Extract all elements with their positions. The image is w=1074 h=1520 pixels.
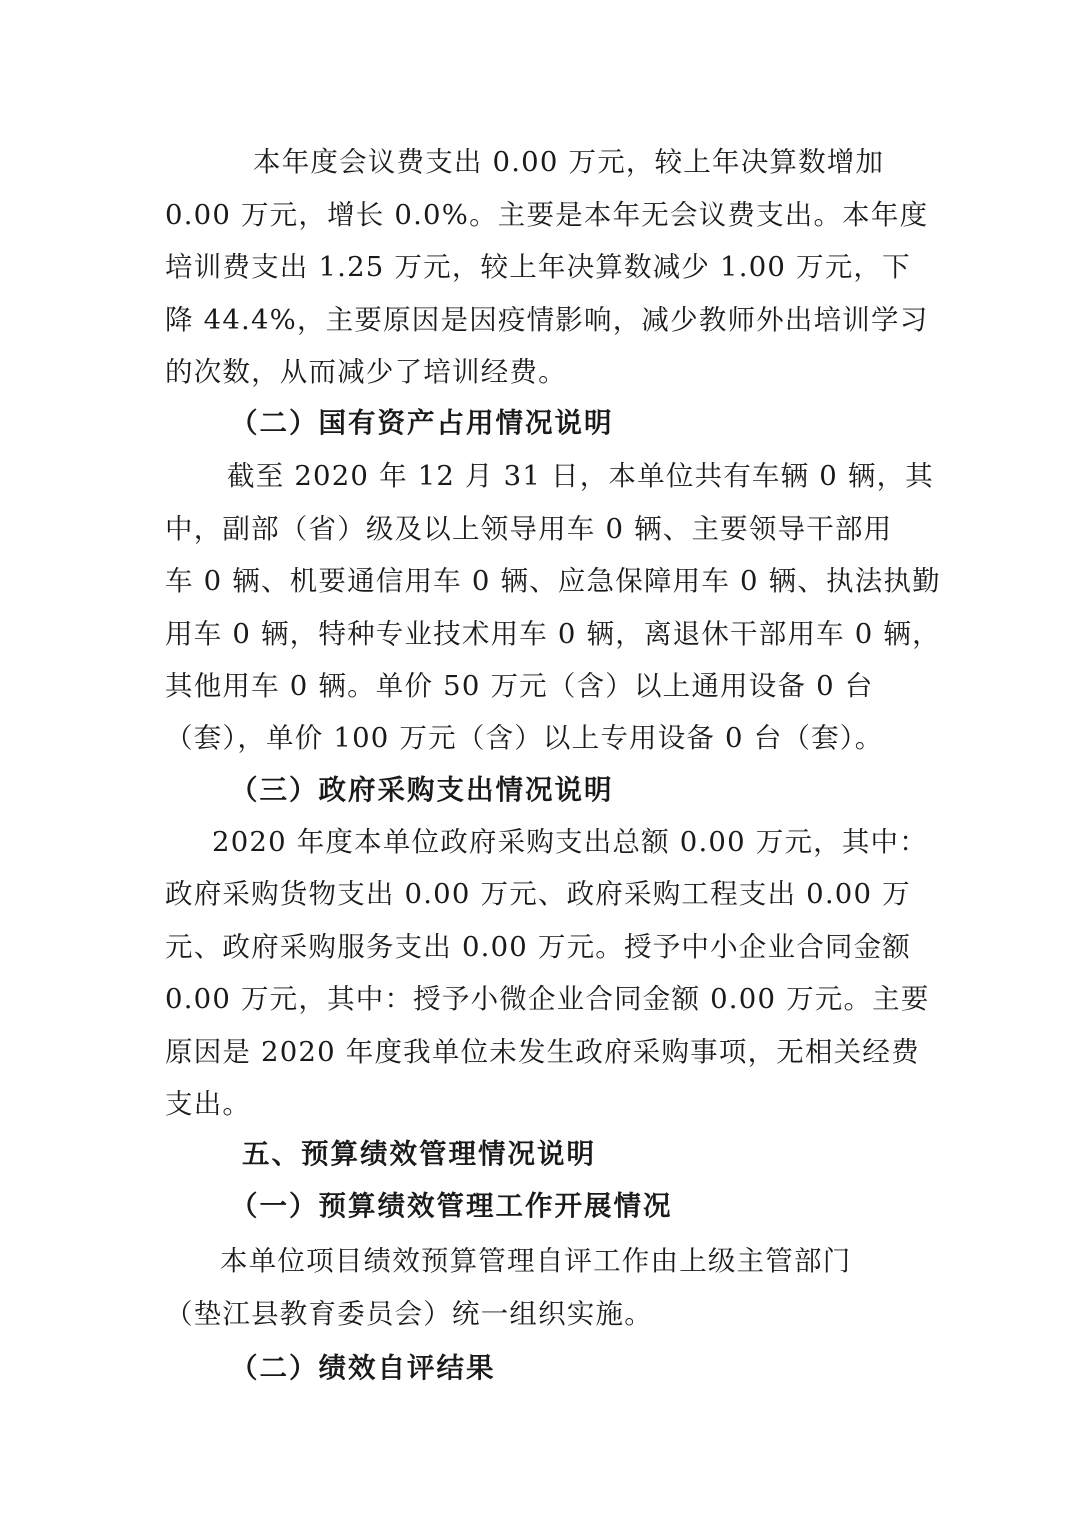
paragraph-training-line-3: 的次数，从而减少了培训经费。	[165, 356, 567, 388]
heading-state-assets: （二）国有资产占用情况说明	[230, 407, 614, 439]
paragraph-meeting-line-1: 本年度会议费支出 0.00 万元，较上年决算数增加	[253, 146, 885, 178]
paragraph-vehicles-line-5: 其他用车 0 辆。单价 50 万元（含）以上通用设备 0 台	[165, 670, 874, 702]
paragraph-procurement-line-6: 支出。	[165, 1088, 252, 1120]
paragraph-vehicles-line-2: 中，副部（省）级及以上领导用车 0 辆、主要领导干部用	[165, 513, 893, 545]
paragraph-training-line-1: 培训费支出 1.25 万元，较上年决算数减少 1.00 万元，下	[165, 251, 911, 283]
heading-self-evaluation: （二）绩效自评结果	[230, 1352, 496, 1384]
paragraph-procurement-line-3: 元、政府采购服务支出 0.00 万元。授予中小企业合同金额	[165, 931, 912, 963]
heading-performance-work: （一）预算绩效管理工作开展情况	[230, 1190, 673, 1222]
paragraph-vehicles-line-1: 截至 2020 年 12 月 31 日，本单位共有车辆 0 辆，其	[227, 460, 934, 492]
paragraph-vehicles-line-6: （套），单价 100 万元（含）以上专用设备 0 台（套）。	[165, 722, 884, 754]
heading-section-five: 五、预算绩效管理情况说明	[242, 1138, 596, 1170]
paragraph-vehicles-line-4: 用车 0 辆，特种专业技术用车 0 辆，离退休干部用车 0 辆，	[165, 618, 941, 650]
paragraph-procurement-line-4: 0.00 万元，其中：授予小微企业合同金额 0.00 万元。主要	[165, 983, 930, 1015]
heading-procurement: （三）政府采购支出情况说明	[230, 774, 614, 806]
paragraph-performance-line-1: 本单位项目绩效预算管理自评工作由上级主管部门	[220, 1245, 852, 1277]
paragraph-procurement-line-1: 2020 年度本单位政府采购支出总额 0.00 万元，其中：	[212, 826, 928, 858]
paragraph-performance-line-2: （垫江县教育委员会）统一组织实施。	[165, 1298, 653, 1330]
paragraph-training-line-2: 降 44.4%，主要原因是因疫情影响，减少教师外出培训学习	[165, 304, 929, 336]
paragraph-meeting-line-2: 0.00 万元，增长 0.0%。主要是本年无会议费支出。本年度	[165, 199, 929, 231]
paragraph-procurement-line-5: 原因是 2020 年度我单位未发生政府采购事项，无相关经费	[165, 1036, 920, 1068]
paragraph-vehicles-line-3: 车 0 辆、机要通信用车 0 辆、应急保障用车 0 辆、执法执勤	[165, 565, 941, 597]
paragraph-procurement-line-2: 政府采购货物支出 0.00 万元、政府采购工程支出 0.00 万	[165, 878, 911, 910]
